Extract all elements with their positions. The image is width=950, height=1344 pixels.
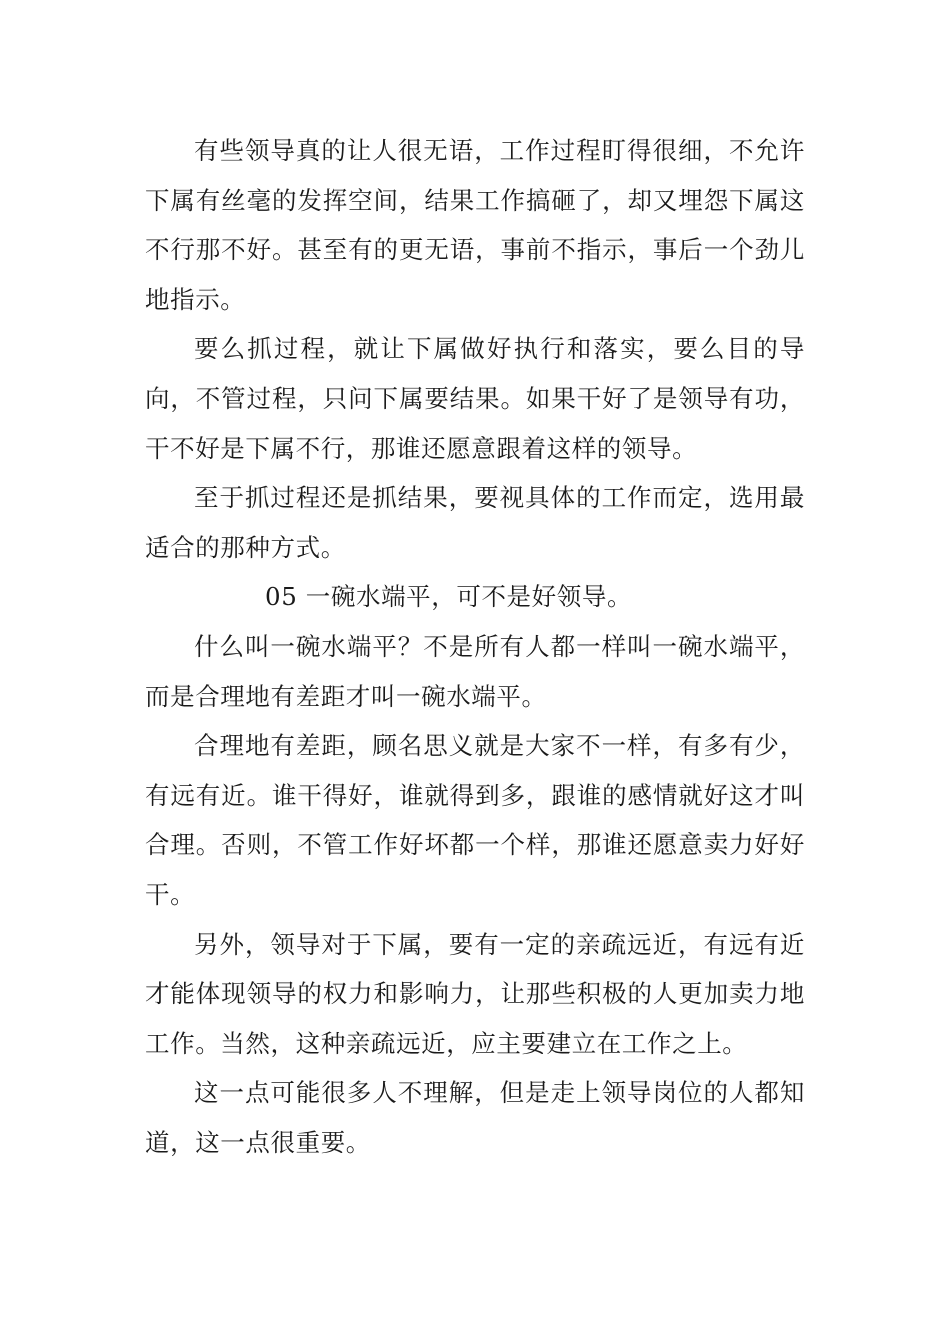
paragraph: 什么叫一碗水端平？不是所有人都一样叫一碗水端平，而是合理地有差距才叫一碗水端平。 [145,631,805,711]
paragraph: 有些领导真的让人很无语，工作过程盯得很细，不允许下属有丝毫的发挥空间，结果工作搞砸了，却又埋怨下属这不行那不好。甚至有的更无语，事前不指示，事后一个劲儿地指示。 [145,136,805,314]
paragraph: 至于抓过程还是抓结果，要视具体的工作而定，选用最适合的那种方式。 [145,483,805,562]
paragraph: 这一点可能很多人不理解，但是走上领导岗位的人都知道，这一点很重要。 [145,1078,805,1157]
paragraph: 要么抓过程，就让下属做好执行和落实，要么目的导向，不管过程，只问下属要结果。如果干好了是领导有功，干不好是下属不行，那谁还愿意跟着这样的领导。 [145,334,805,463]
paragraph: 合理地有差距，顾名思义就是大家不一样，有多有少，有远有近。谁干得好，谁就得到多，跟谁的感情就好这才叫合理。否则，不管工作好坏都一个样，那谁还愿意卖力好好干。 [145,731,805,909]
document-body [145,126,805,1167]
paragraph: 另外，领导对于下属，要有一定的亲疏远近，有远有近才能体现领导的权力和影响力，让那些积极的人更加卖力地工作。当然，这种亲疏远近，应主要建立在工作之上。 [145,929,805,1058]
section-heading: 05 一碗水端平，可不是好领导。 [265,582,633,612]
